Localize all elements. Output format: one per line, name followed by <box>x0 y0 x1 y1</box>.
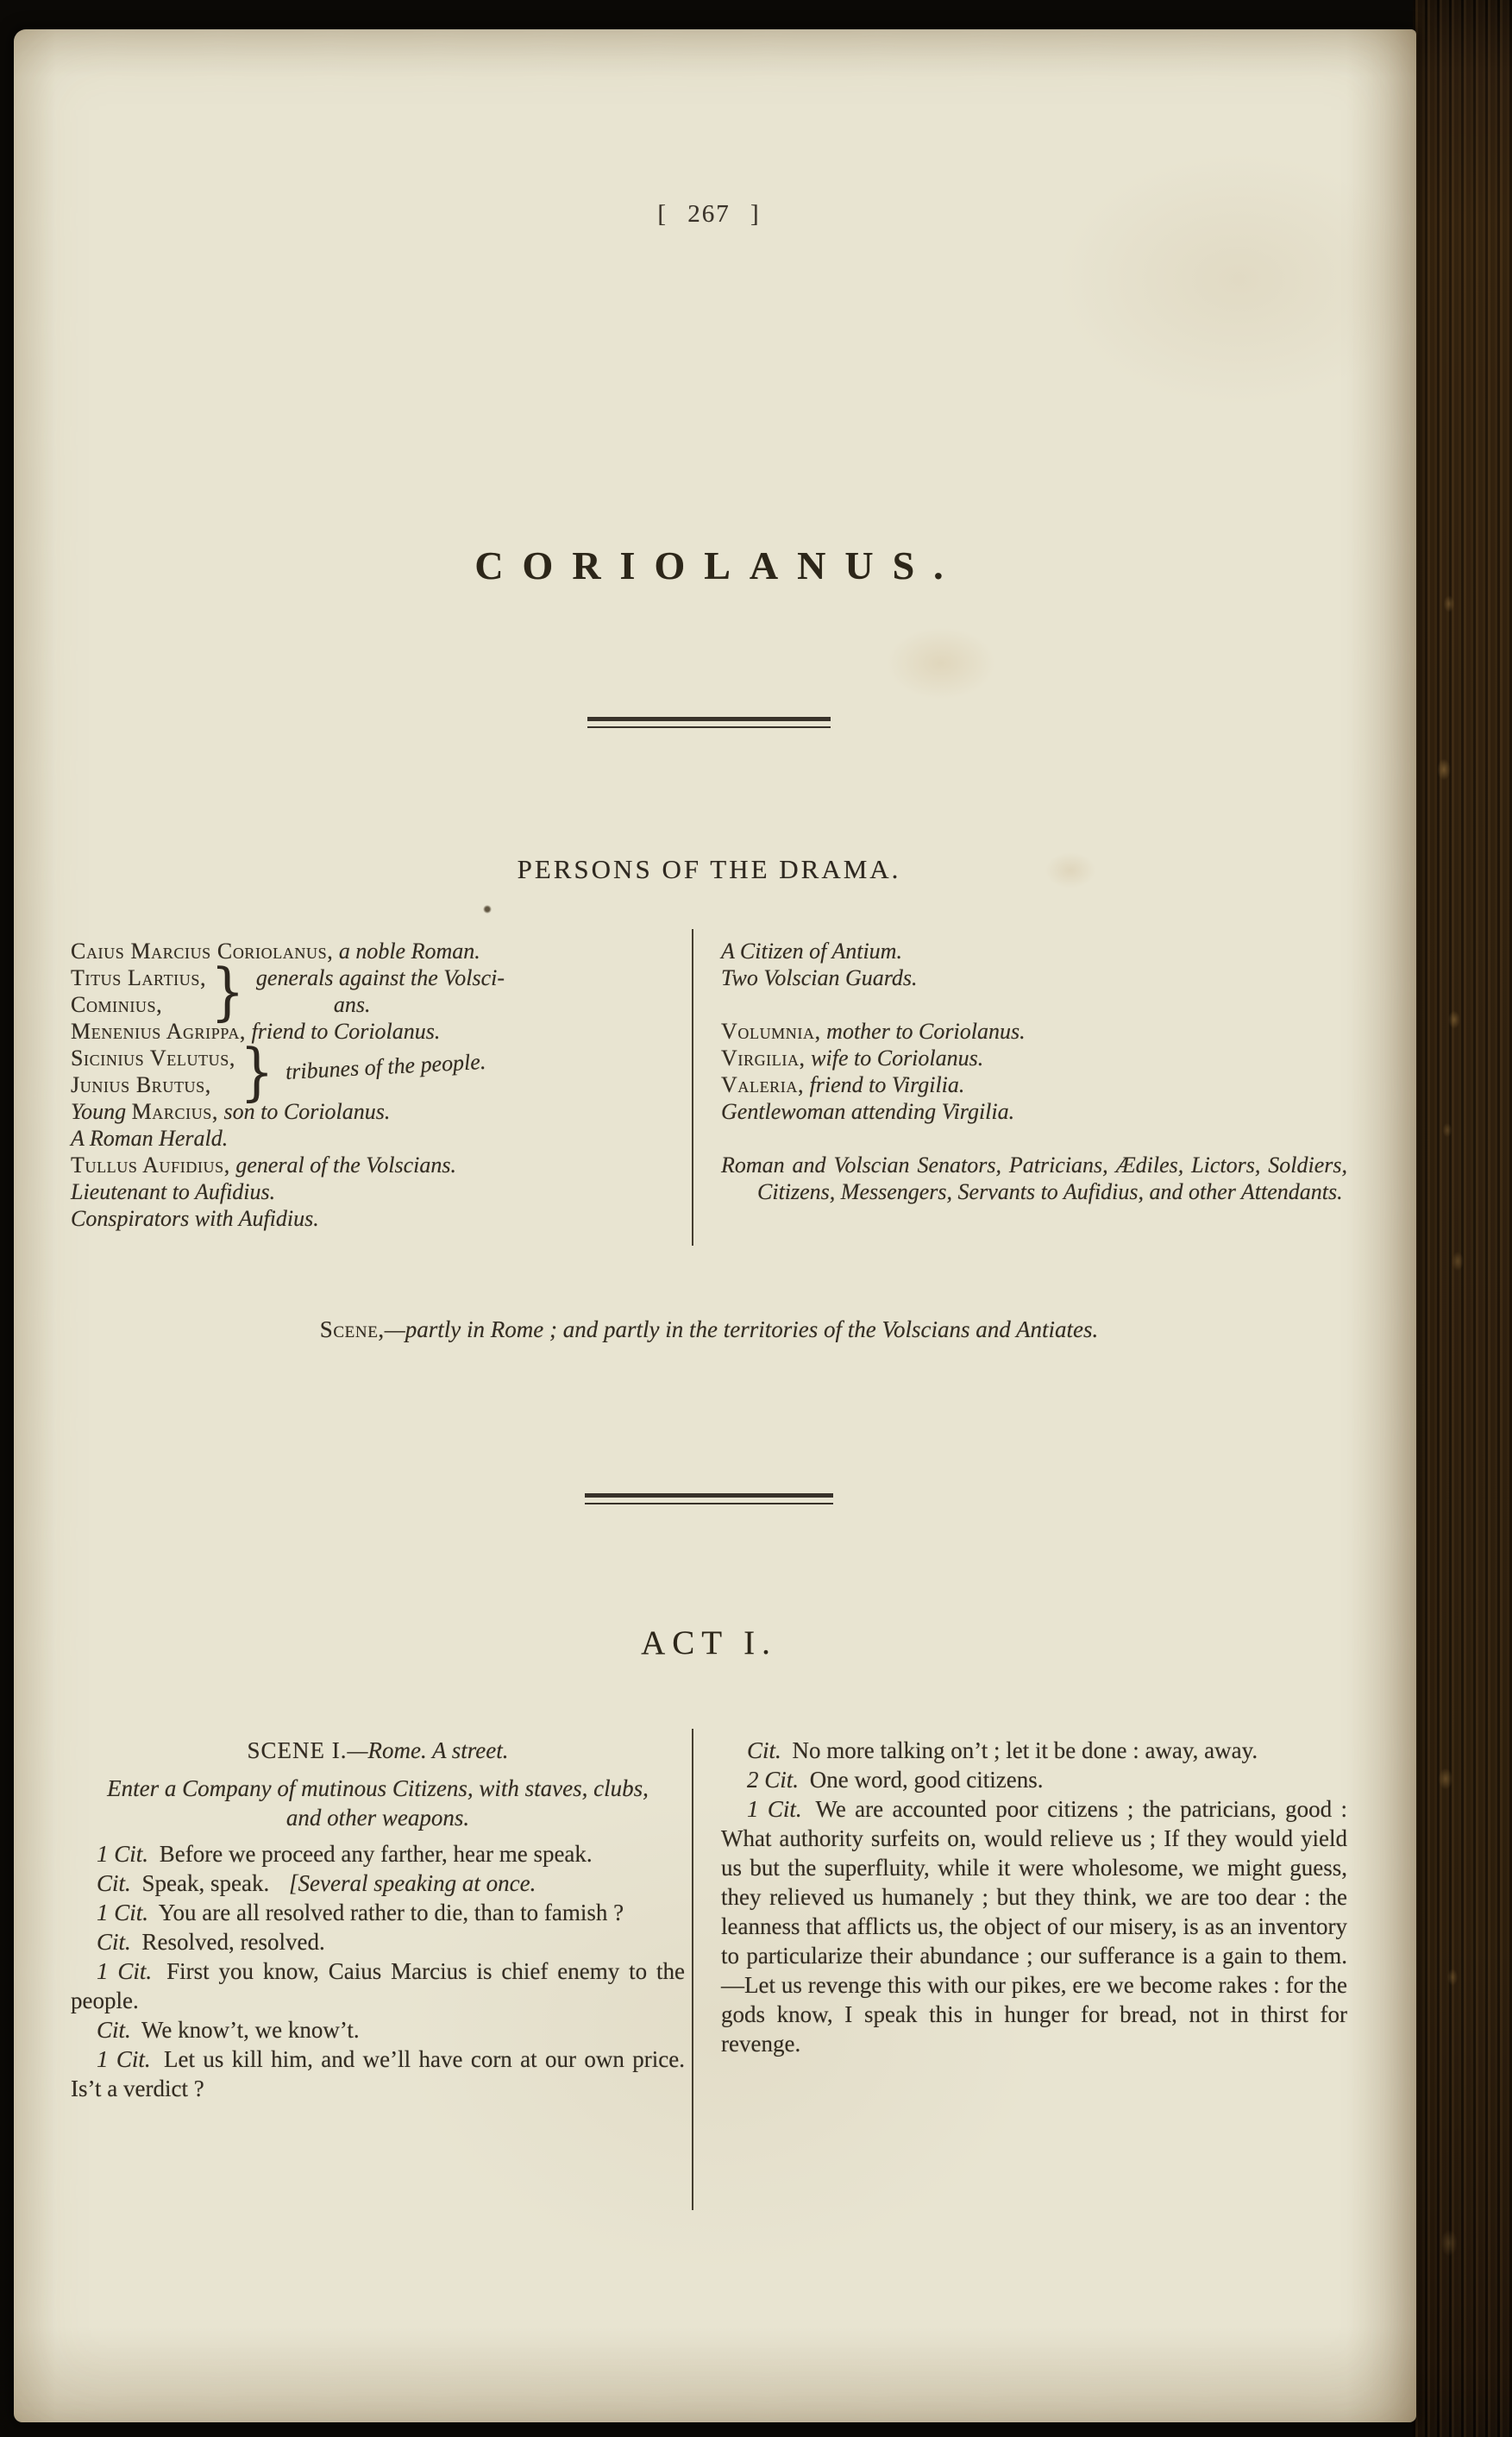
character-description: A Roman Herald. <box>71 1126 229 1151</box>
cast-entry <box>721 1071 1347 1098</box>
cast-entry <box>71 1125 685 1152</box>
speech-text: One word, good citizens. <box>809 1767 1044 1793</box>
character-description: a noble Roman. <box>338 939 480 964</box>
character-description: wife to Coriolanus. <box>811 1046 984 1071</box>
column-divider <box>692 1729 693 2210</box>
speaker-label: Cit. <box>97 2017 131 2043</box>
character-name: Menenius Agrippa, <box>71 1019 247 1044</box>
speech-text: First you know, Caius Marcius is chief enemy to the people. <box>71 1958 686 2013</box>
character-description: Gentlewoman attending Virgilia. <box>721 1099 1015 1124</box>
speech-text: Resolved, resolved. <box>141 1929 325 1955</box>
speaker-label: 1 Cit. <box>747 1796 802 1822</box>
speech-text: Before we proceed any farther, hear me speak. <box>159 1841 593 1867</box>
character-name: Virgilia, <box>721 1046 806 1071</box>
section-rule <box>587 717 831 728</box>
play-text <box>71 1736 1347 2210</box>
character-description: general of the Volscians. <box>235 1153 456 1178</box>
character-names <box>71 1045 235 1098</box>
book-page <box>14 29 1416 2422</box>
speech-text: Let us kill him, and we’ll have corn at our own price. Is’t a verdict ? <box>71 2046 686 2101</box>
character-description: mother to Coriolanus. <box>826 1019 1026 1044</box>
character-description: Lieutenant to Aufidius. <box>71 1179 276 1204</box>
cast-entry <box>71 1152 685 1178</box>
section-rule <box>585 1493 833 1504</box>
cast-entry <box>71 1178 685 1205</box>
speech <box>71 2015 685 2044</box>
character-description: Conspirators with Aufidius. <box>71 1206 319 1231</box>
scene-text: —partly in Rome ; and partly in the territories of the Volscians and Antiates. <box>384 1316 1099 1342</box>
character-description: friend to Virgilia. <box>809 1072 965 1097</box>
character-description <box>285 1047 486 1084</box>
play-title: CORIOLANUS. <box>474 543 963 587</box>
character-description: friend to Coriolanus. <box>251 1019 441 1044</box>
speaker-label: 2 Cit. <box>747 1767 800 1793</box>
book-fore-edge <box>1413 0 1512 2437</box>
character-name: Valeria, <box>721 1072 805 1097</box>
column-divider <box>692 929 693 1246</box>
speech-text: We are accounted poor citizens ; the patricians, good : What authority surfeits on, would relieve us ; If they would yield us but the superfluity, while it were wholesome, we might guess, they relieved us humanely ; but they think, we are too dear : the leanness that afflicts us, the object of our misery, is as an inventory to particularize their abundance ; our sufferance is a gain to them.—Let us revenge this with our pikes, ere we become rakes : for the gods know, I speak this in hunger for bread, not in thirst for revenge. <box>721 1796 1348 2057</box>
cast-brace-group <box>71 1035 685 1108</box>
cast-entry <box>71 1018 685 1045</box>
character-name: Junius Brutus, <box>71 1072 211 1097</box>
speaker-label: Cit. <box>97 1870 131 1896</box>
spacer <box>721 991 1347 1018</box>
inline-stage-direction: [Several speaking at once. <box>288 1870 536 1896</box>
dramatis-personae-heading: PERSONS OF THE DRAMA. <box>517 854 901 884</box>
speech-text: You are all resolved rather to die, than to famish ? <box>158 1900 624 1925</box>
speech <box>71 2044 685 2103</box>
scene-heading <box>71 1736 685 1765</box>
speech <box>71 1898 685 1927</box>
character-name-prefix: Young <box>71 1099 127 1124</box>
description-line: tribunes of the people. <box>285 1048 486 1084</box>
scene-label: Scene, <box>319 1316 385 1342</box>
cast-entry <box>71 938 685 964</box>
speech-text: We know’t, we know’t. <box>141 2017 360 2043</box>
cast-entry <box>721 938 1347 964</box>
character-name: Cominius, <box>71 992 163 1017</box>
cast-entry <box>721 1098 1347 1125</box>
scene-location: —Rome. A street. <box>347 1737 509 1763</box>
speaker-label: 1 Cit. <box>97 1958 153 1984</box>
speaker-label: 1 Cit. <box>97 1900 149 1925</box>
character-name: Caius Marcius Coriolanus, <box>71 939 334 964</box>
speech <box>71 1869 685 1898</box>
speech-text: No more talking on’t ; let it be done : away, away. <box>792 1737 1258 1763</box>
speech-text: Speak, speak. <box>141 1870 270 1896</box>
character-name: Titus Lartius, <box>71 965 207 990</box>
cast-entry <box>71 1098 685 1125</box>
character-description <box>256 964 505 1018</box>
cast-entry <box>721 964 1347 991</box>
character-description: A Citizen of Antium. <box>721 939 902 964</box>
speaker-label: 1 Cit. <box>97 2046 151 2072</box>
stage-direction: Enter a Company of mutinous Citizens, with staves, clubs, and other weapons. <box>107 1775 649 1831</box>
cast-entry <box>71 1205 685 1232</box>
cast-column-right <box>700 938 1347 1232</box>
cast-entry <box>721 1045 1347 1071</box>
speaker-label: 1 Cit. <box>97 1841 149 1867</box>
speech <box>721 1736 1347 1765</box>
brace-glyph: } <box>240 1035 274 1108</box>
cast-brace-group <box>71 955 685 1027</box>
speech <box>721 1765 1347 1794</box>
description-line: ans. <box>333 992 371 1017</box>
scene-number: SCENE I. <box>247 1737 348 1763</box>
text-column-left <box>71 1736 685 2210</box>
brace-glyph: } <box>210 955 245 1027</box>
page-number: [ 267 ] <box>657 200 761 228</box>
speech <box>71 1927 685 1957</box>
cast-column-left <box>71 938 685 1232</box>
speech <box>71 1957 685 2015</box>
character-names <box>71 964 206 1018</box>
description-line: generals against the Volsci- <box>255 965 505 990</box>
character-name: Tullus Aufidius, <box>71 1153 230 1178</box>
speech <box>71 1839 685 1869</box>
cast-entry <box>721 1018 1347 1045</box>
supernumeraries-note: Roman and Volscian Senators, Patricians, Ædiles, Lictors, Soldiers, Citizens, Messengers, Servants to Aufidius, and other Attendants. <box>721 1153 1347 1204</box>
text-column-right <box>700 1736 1347 2210</box>
speech <box>721 1794 1347 2058</box>
act-heading: ACT I. <box>641 1624 777 1661</box>
character-name: Volumnia, <box>721 1019 821 1044</box>
character-description: Two Volscian Guards. <box>721 965 918 990</box>
speaker-label: Cit. <box>747 1737 781 1763</box>
character-description: son to Coriolanus. <box>223 1099 391 1124</box>
character-name: Marcius, <box>131 1099 219 1124</box>
cast-list <box>71 938 1347 1232</box>
speaker-label: Cit. <box>97 1929 131 1955</box>
character-name: Sicinius Velutus, <box>71 1046 235 1071</box>
scene-setting-note <box>71 1316 1347 1343</box>
